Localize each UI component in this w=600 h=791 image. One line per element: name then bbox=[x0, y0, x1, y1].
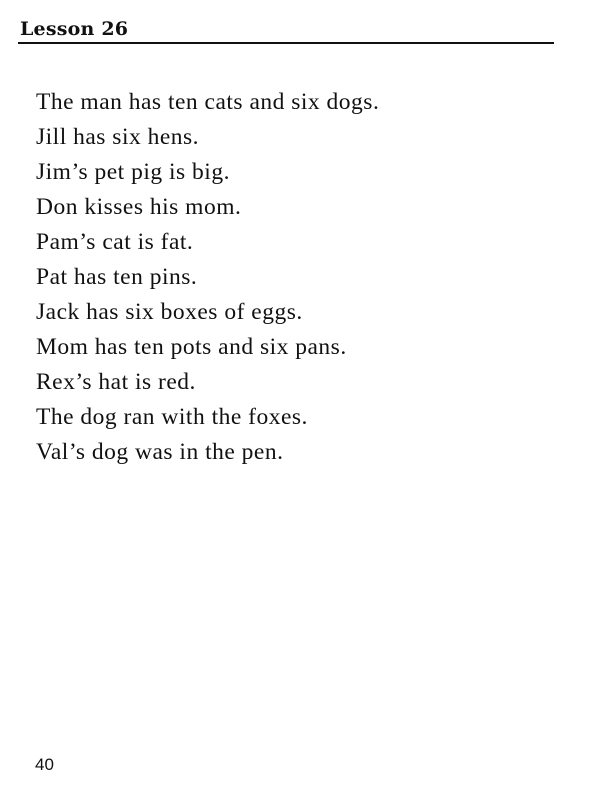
sentence-11: Val’s dog was in the pen. bbox=[36, 439, 284, 465]
sentence-10: The dog ran with the foxes. bbox=[36, 404, 308, 430]
sentence-3: Jim’s pet pig is big. bbox=[36, 159, 230, 185]
lesson-header bbox=[18, 16, 554, 44]
lesson-title: Lesson 26 bbox=[20, 18, 129, 40]
sentence-9: Rex’s hat is red. bbox=[36, 369, 196, 395]
sentence-7: Jack has six boxes of eggs. bbox=[36, 299, 303, 325]
page-number: 40 bbox=[35, 755, 54, 774]
sentence-2: Jill has six hens. bbox=[36, 124, 200, 150]
sentence-4: Don kisses his mom. bbox=[36, 194, 242, 220]
sentence-6: Pat has ten pins. bbox=[36, 264, 198, 290]
sentence-5: Pam’s cat is fat. bbox=[36, 229, 194, 255]
sentence-1: The man has ten cats and six dogs. bbox=[36, 89, 380, 115]
sentence-8: Mom has ten pots and six pans. bbox=[36, 334, 347, 360]
sentence-list bbox=[36, 85, 379, 470]
